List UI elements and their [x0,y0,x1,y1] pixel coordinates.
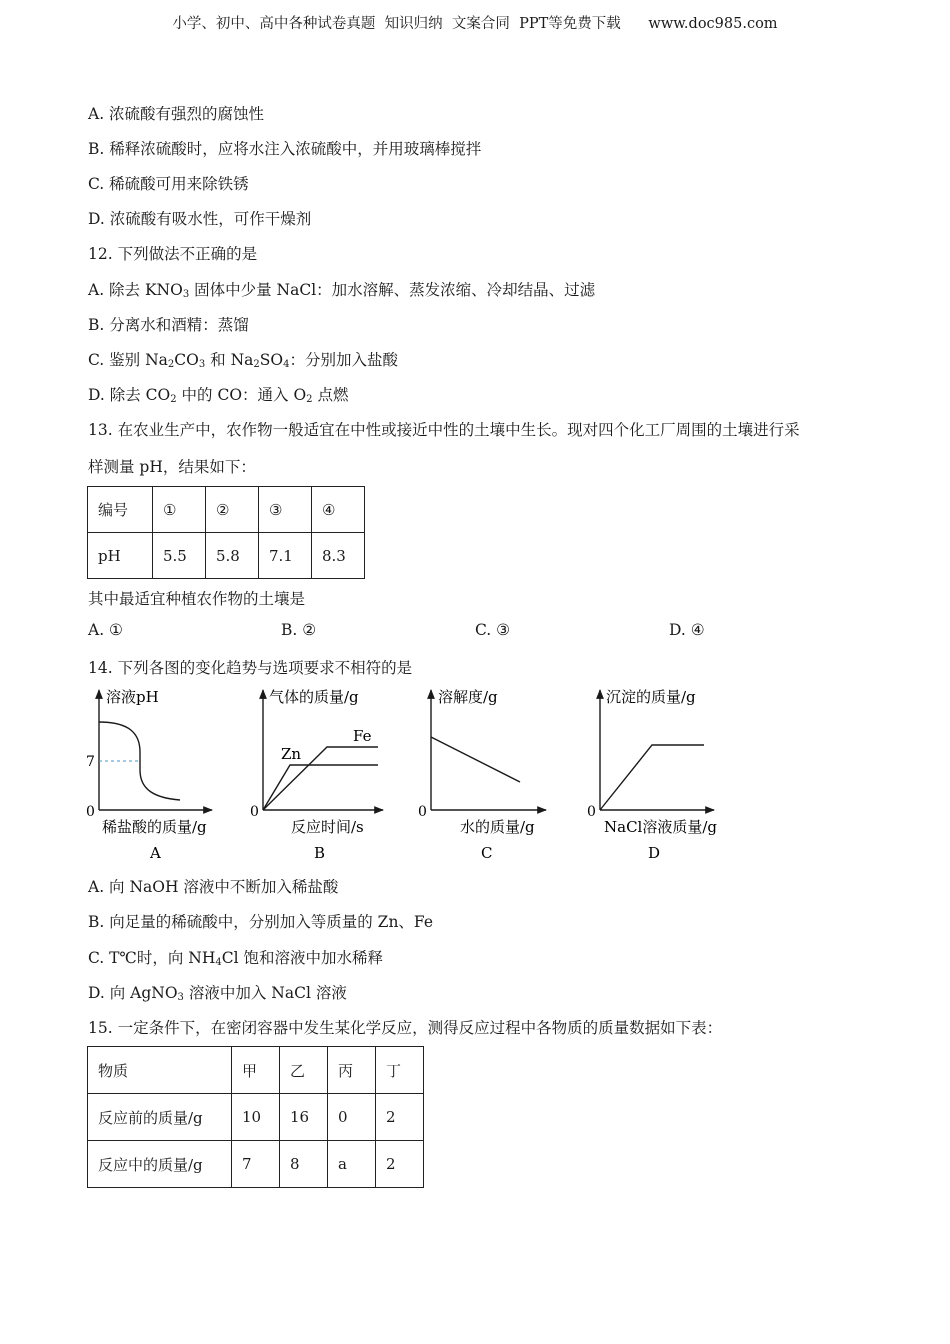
q15-stem: 15. 一定条件下，在密闭容器中发生某化学反应，测得反应过程中各物质的质量数据如下表： [88,1019,723,1037]
table-cell: 2 [376,1141,424,1188]
table-cell: 编号 [88,487,153,533]
graph-a-origin: 0 [86,804,95,820]
q14-option-c: C. T℃时，向 $NH_4Cl$ 饱和溶液中加水稀释 [88,949,383,968]
q14-graphs [0,682,950,862]
graph-a-ylabel: 溶液pH [106,688,159,706]
table-cell: 0 [328,1094,376,1141]
table-row [88,1141,424,1188]
q13-option-b: B. ② [281,621,317,639]
q13-stem-line1: 13. 在农业生产中，农作物一般适宜在中性或接近中性的土壤中生长。现对四个化工厂周围的土壤进行采 [88,421,800,439]
q11-option-b: B. 稀释浓硫酸时，应将水注入浓硫酸中，并用玻璃棒搅拌 [88,140,482,158]
table-row [88,1094,424,1141]
q11-option-d: D. 浓硫酸有吸水性，可作干燥剂 [88,210,312,228]
table-cell: pH [88,533,153,579]
table-cell: 7 [232,1141,280,1188]
table-cell: 8 [280,1141,328,1188]
q12-option-d: D. 除去 $CO_2$ 中的 CO：通入 $O_2$ 点燃 [88,386,349,405]
table-row [88,487,365,533]
table-cell: 物质 [88,1047,232,1094]
table-cell: 反应前的质量/g [88,1094,232,1141]
q13-ph-table [87,486,365,579]
graph-d-origin: 0 [587,804,596,820]
graph-a-xlabel: 稀盐酸的质量/g [102,818,207,836]
q12-option-b: B. 分离水和酒精：蒸馏 [88,316,249,334]
table-cell: 甲 [232,1047,280,1094]
graph-b-ylabel: 气体的质量/g [269,688,359,706]
table-cell: 16 [280,1094,328,1141]
q15-mass-table [87,1046,424,1188]
q14-option-b: B. 向足量的稀硫酸中，分别加入等质量的 Zn、Fe [88,913,434,931]
graph-c-letter: C [481,844,493,862]
q14-stem: 14. 下列各图的变化趋势与选项要求不相符的是 [88,659,413,677]
table-cell: 丙 [328,1047,376,1094]
table-cell: 乙 [280,1047,328,1094]
q14-option-a: A. 向 NaOH 溶液中不断加入稀盐酸 [88,878,339,896]
table-cell: 丁 [376,1047,424,1094]
table-cell: ④ [312,487,365,533]
table-cell: 8.3 [312,533,365,579]
table-row [88,1047,424,1094]
graph-a-tick-7: 7 [86,754,95,770]
table-cell: ① [153,487,206,533]
table-cell: 5.5 [153,533,206,579]
q13-stem-line2: 样测量 pH，结果如下： [88,458,256,476]
q12-option-c: C. 鉴别 $Na_2CO_3$ 和 $Na_2SO_4$：分别加入盐酸 [88,351,398,370]
q13-option-d: D. ④ [669,621,705,639]
q13-option-a: A. ① [88,621,123,639]
graph-b-zn-label: Zn [281,745,302,763]
graph-b-origin: 0 [250,804,259,820]
q13-question: 其中最适宜种植农作物的土壤是 [88,590,306,608]
graph-a [99,690,212,810]
table-cell: ③ [259,487,312,533]
table-cell: 10 [232,1094,280,1141]
table-cell: 5.8 [206,533,259,579]
graph-a-letter: A [150,844,161,862]
graph-d-xlabel: NaCl溶液质量/g [604,818,717,836]
q12-stem: 12. 下列做法不正确的是 [88,245,258,263]
table-cell: 7.1 [259,533,312,579]
q12-option-a: A. 除去 $KNO_3$ 固体中少量 NaCl：加水溶解、蒸发浓缩、冷却结晶、过滤 [88,281,596,300]
table-cell: a [328,1141,376,1188]
graph-c [431,690,546,810]
graph-b-zn-line [263,765,378,810]
table-row [88,533,365,579]
graph-d-ylabel: 沉淀的质量/g [606,688,696,706]
page-header: 小学、初中、高中各种试卷真题 知识归纳 文案合同 PPT等免费下载 www.doc985.com [172,16,778,32]
graph-c-ylabel: 溶解度/g [438,688,498,706]
q11-option-a: A. 浓硫酸有强烈的腐蚀性 [88,105,265,123]
graph-d [600,690,714,810]
graph-d-precipitate-line [600,745,704,810]
graph-c-xlabel: 水的质量/g [460,818,535,836]
graph-b-xlabel: 反应时间/s [291,818,364,836]
q11-option-c: C. 稀硫酸可用来除铁锈 [88,175,249,193]
q13-option-c: C. ③ [475,621,511,639]
graph-b-letter: B [314,844,326,862]
graph-c-origin: 0 [418,804,427,820]
graph-b-fe-label: Fe [353,727,372,745]
graph-d-letter: D [648,844,661,862]
table-cell: 2 [376,1094,424,1141]
q14-option-d: D. 向 AgNO$_3$ 溶液中加入 NaCl 溶液 [88,984,347,1003]
table-cell: ② [206,487,259,533]
table-cell: 反应中的质量/g [88,1141,232,1188]
graph-c-solubility-line [431,737,520,782]
